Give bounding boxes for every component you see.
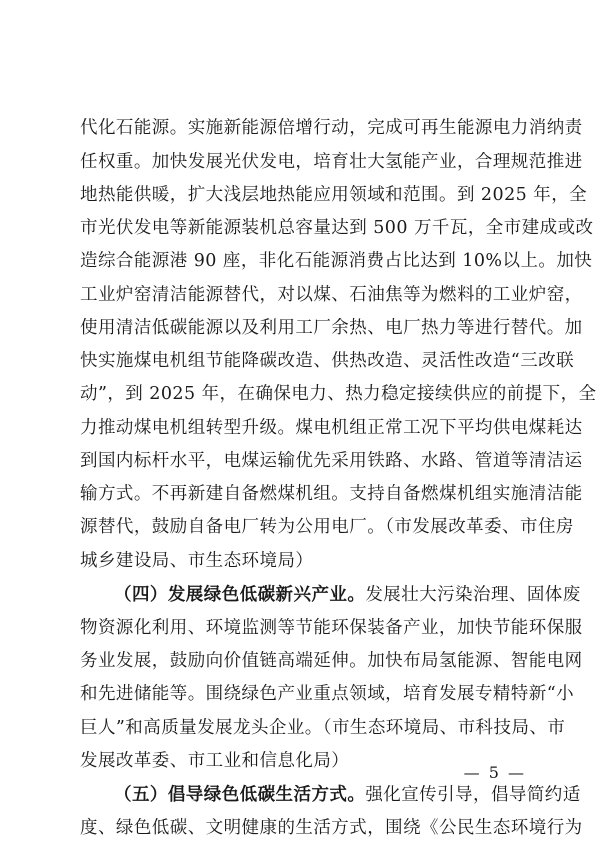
p1-line-9: 动”，到 2025 年，在确保电力、热力稳定接续供应的前提下，全: [80, 384, 597, 404]
section-heading-4: （四）发展绿色低碳新兴产业。: [114, 585, 366, 605]
p2-line-1: [114, 585, 581, 605]
section-heading-5: （五）倡导绿色低碳生活方式。: [114, 785, 366, 805]
p3-line-1-text: 强化宣传引导，倡导简约适: [365, 785, 581, 805]
p1-line-2: 任权重。加快发展光伏发电，培育壮大氢能产业，合理规范推进: [80, 152, 583, 172]
p1-line-5: 造综合能源港 90 座，非化石能源消费占比达到 10%以上。加快: [80, 251, 593, 271]
p2-line-5: 巨人”和高质量发展龙头企业。（市生态环境局、市科技局、市: [80, 718, 566, 738]
p2-line-1-text: 发展壮大污染治理、固体废: [365, 585, 581, 605]
p1-line-1: 代化石能源。实施新能源倍增行动，完成可再生能源电力消纳责: [80, 118, 583, 138]
p1-line-12: 输方式。不再新建自备燃煤机组。支持自备燃煤机组实施清洁能: [80, 484, 583, 504]
p1-line-4: 市光伏发电等新能源装机总容量达到 500 万千瓦，全市建成或改: [80, 218, 594, 238]
p3-line-1: [114, 785, 581, 805]
p3-line-2: 度、绿色低碳、文明健康的生活方式，围绕《公民生态环境行为: [80, 818, 583, 838]
p1-line-11: 到国内标杆水平，电煤运输优先采用铁路、水路、管道等清洁运: [80, 451, 583, 471]
p1-line-3: 地热能供暖，扩大浅层地热能应用领域和范围。到 2025 年，全: [80, 185, 588, 205]
p1-line-13: 源替代，鼓励自备电厂转为公用电厂。（市发展改革委、市住房: [80, 517, 574, 537]
p1-line-10: 力推动煤电机组转型升级。煤电机组正常工况下平均供电煤耗达: [80, 418, 583, 438]
p1-line-7: 使用清洁低碳能源以及利用工厂余热、电厂热力等进行替代。加: [80, 318, 583, 338]
p1-line-6: 工业炉窑清洁能源替代，对以煤、石油焦等为燃料的工业炉窑，: [80, 285, 583, 305]
p2-line-4: 和先进储能等。围绕绿色产业重点领域，培育发展专精特新“小: [80, 684, 575, 704]
p1-line-8: 快实施煤电机组节能降碳改造、供热改造、灵活性改造“三改联: [80, 351, 575, 371]
page-number: — 5 —: [463, 763, 526, 782]
p1-line-14: 城乡建设局、市生态环境局）: [80, 551, 314, 571]
p2-line-3: 务业发展，鼓励向价值链高端延伸。加快布局氢能源、智能电网: [80, 651, 583, 671]
p2-line-6: 发展改革委、市工业和信息化局）: [80, 751, 350, 771]
p2-line-2: 物资源化利用、环境监测等节能环保装备产业，加快节能环保服: [80, 618, 583, 638]
